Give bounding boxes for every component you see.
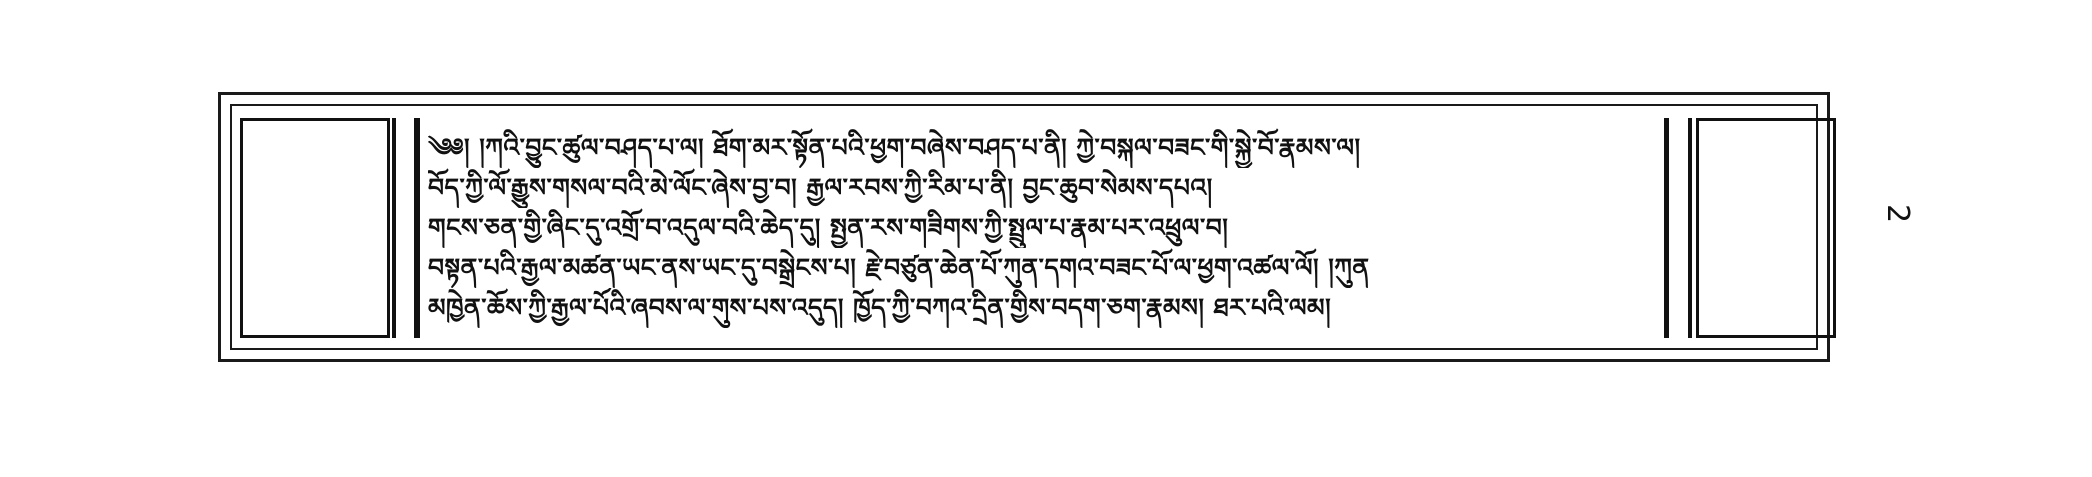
text-line-2: བོད་ཀྱི་ལོ་རྒྱུས་གསལ་བའི་མེ་ལོང་ཞེས་བྱ་བ། རྒྱལ་རབས་ཀྱི་རིམ་པ་ནི། བྱང་ཆུབ་སེམས་དཔའ།: [428, 173, 1213, 202]
text-line-1: ༄༅། །ཀའི་བྱུང་ཚུལ་བཤད་པ་ལ། ཐོག་མར་སྟོན་པའི་ཕྱག་བཞེས་བཤད་པ་ནི། ཀྱེ་བསྐལ་བཟང་གི་སྐྱེ་བོ་རྣམས་ལ།: [428, 133, 1361, 162]
page-number: 2: [1880, 203, 1916, 224]
left-margin-panel: [240, 118, 390, 338]
manuscript-text-block: [428, 128, 1656, 334]
right-divider-bar: [1688, 118, 1692, 338]
left-divider-bar: [392, 118, 396, 338]
left-divider-bar-inner: [414, 118, 420, 338]
text-line-4: བསྟན་པའི་རྒྱལ་མཚན་ཡང་ནས་ཡང་དུ་བསྒྲེངས་པ། རྗེ་བཙུན་ཆེན་པོ་ཀུན་དགའ་བཟང་པོ་ལ་ཕྱག་འཚལ་ལོ། །ཀུན: [428, 253, 1370, 282]
text-line-3: གངས་ཅན་གྱི་ཞིང་དུ་འགྲོ་བ་འདུལ་བའི་ཆེད་དུ། སྤྱན་རས་གཟིགས་ཀྱི་སྤྲུལ་པ་རྣམ་པར་འཕྲུལ་བ།: [428, 213, 1229, 242]
text-line-5: མཁྱེན་ཆོས་ཀྱི་རྒྱལ་པོའི་ཞབས་ལ་གུས་པས་འདུད། ཁྱོད་ཀྱི་བཀའ་དྲིན་གྱིས་བདག་ཅག་རྣམས། ཐར་པའི་ལམ།: [428, 293, 1332, 322]
right-margin-panel: [1696, 118, 1836, 338]
right-divider-bar-inner: [1664, 118, 1669, 338]
